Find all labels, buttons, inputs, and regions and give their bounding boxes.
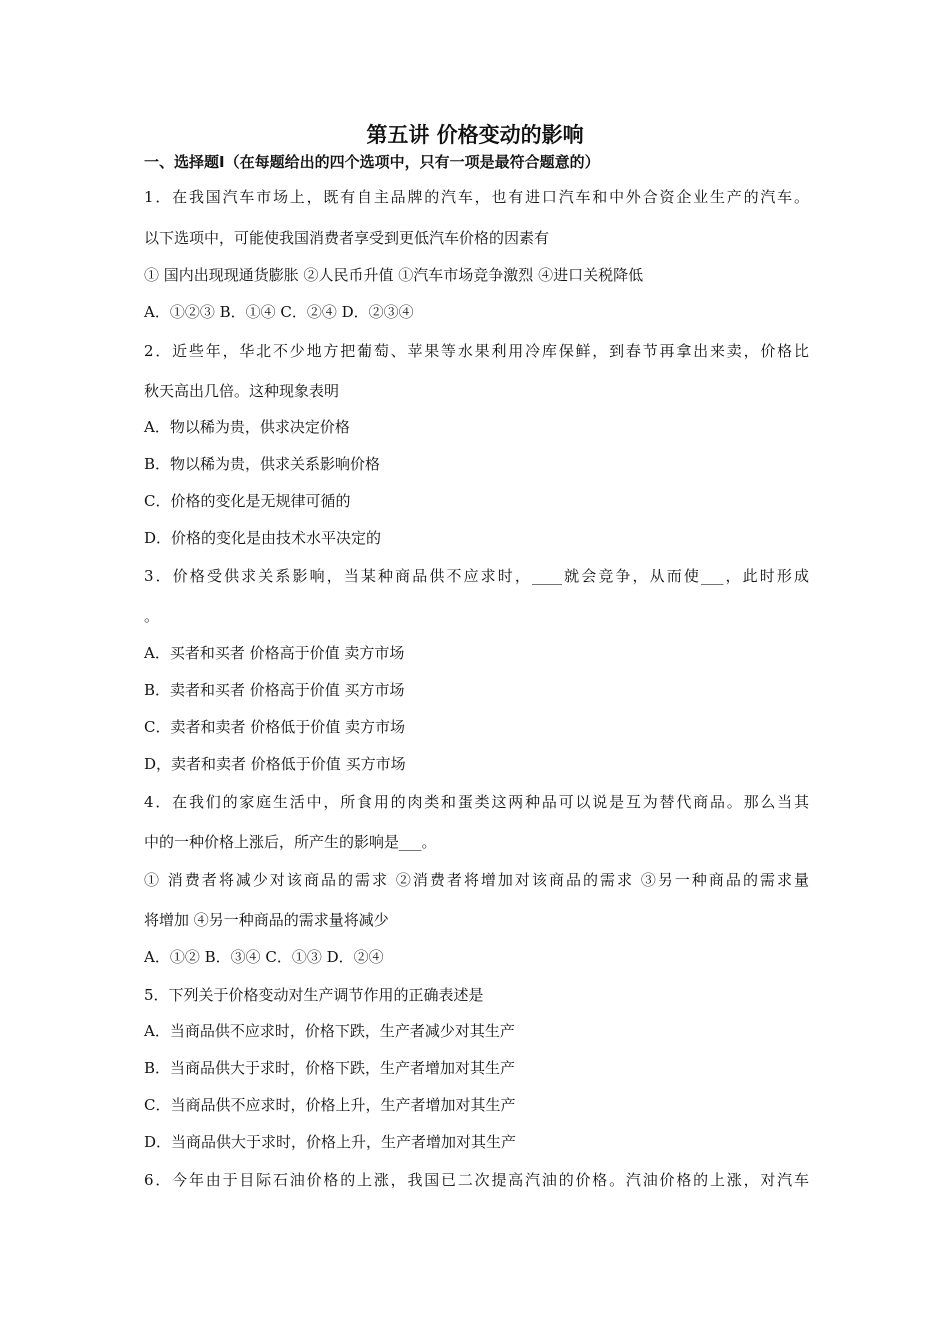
q4-stem-line-2: 中的一种价格上涨后，所产生的影响是___。: [144, 833, 437, 851]
q3-option-b: B．卖者和买者 价格高于价值 买方市场: [144, 681, 405, 699]
q5-option-d: D．当商品供大于求时，价格上升，生产者增加对其生产: [144, 1133, 517, 1151]
page-title: 第五讲 价格变动的影响: [366, 123, 584, 147]
section-heading: 一、选择题Ⅰ（在每题给出的四个选项中，只有一项是最符合题意的）: [144, 153, 600, 171]
q1-stem-line-2: 以下选项中，可能使我国消费者享受到更低汽车价格的因素有: [144, 229, 550, 247]
q4-statements-line-1: ① 消费者将减少对该商品的需求 ②消费者将增加对该商品的需求 ③另一种商品的需求量: [144, 871, 809, 889]
q1-statements: ① 国内出现现通货膨胀 ②人民币升值 ①汽车市场竞争激烈 ④进口关税降低: [144, 266, 644, 284]
q3-stem-line-1: 3．价格受供求关系影响，当某种商品供不应求时，____就会竞争，从而使___，此时形成: [144, 567, 809, 585]
q1-options: A．①②③ B．①④ C．②④ D．②③④: [144, 303, 414, 321]
q6-stem-line-1: 6．今年由于目际石油价格的上涨，我国已二次提高汽油的价格。汽油价格的上涨，对汽车: [144, 1171, 809, 1189]
q2-stem-line-2: 秋天高出几倍。这种现象表明: [144, 382, 340, 400]
q4-statements-line-2: 将增加 ④另一种商品的需求量将减少: [144, 911, 389, 929]
q2-stem-line-1: 2．近些年，华北不少地方把葡萄、苹果等水果利用冷库保鲜，到春节再拿出来卖，价格比: [144, 342, 809, 360]
q3-option-a: A．买者和买者 价格高于价值 卖方市场: [144, 644, 405, 662]
q4-options: A．①② B．③④ C．①③ D．②④: [144, 948, 384, 966]
q2-option-d: D．价格的变化是由技术水平决定的: [144, 529, 382, 547]
q1-stem-line-1: 1．在我国汽车市场上，既有自主品牌的汽车，也有进口汽车和中外合资企业生产的汽车。: [144, 188, 809, 206]
q5-stem: 5．下列关于价格变动对生产调节作用的正确表述是: [144, 986, 484, 1004]
q3-stem-line-2: 。: [144, 607, 160, 625]
q4-stem-line-1: 4．在我们的家庭生活中，所食用的肉类和蛋类这两种品可以说是互为替代商品。那么当其: [144, 793, 809, 811]
q2-option-c: C．价格的变化是无规律可循的: [144, 492, 351, 510]
q3-option-c: C．卖者和卖者 价格低于价值 卖方市场: [144, 718, 406, 736]
q5-option-c: C．当商品供不应求时，价格上升，生产者增加对其生产: [144, 1096, 516, 1114]
q3-option-d: D，卖者和卖者 价格低于价值 买方市场: [144, 755, 406, 773]
q2-option-a: A．物以稀为贵，供求决定价格: [144, 418, 350, 436]
q2-option-b: B．物以稀为贵，供求关系影响价格: [144, 455, 381, 473]
q5-option-b: B．当商品供大于求时，价格下跌，生产者增加对其生产: [144, 1059, 516, 1077]
q5-option-a: A．当商品供不应求时，价格下跌，生产者减少对其生产: [144, 1022, 515, 1040]
